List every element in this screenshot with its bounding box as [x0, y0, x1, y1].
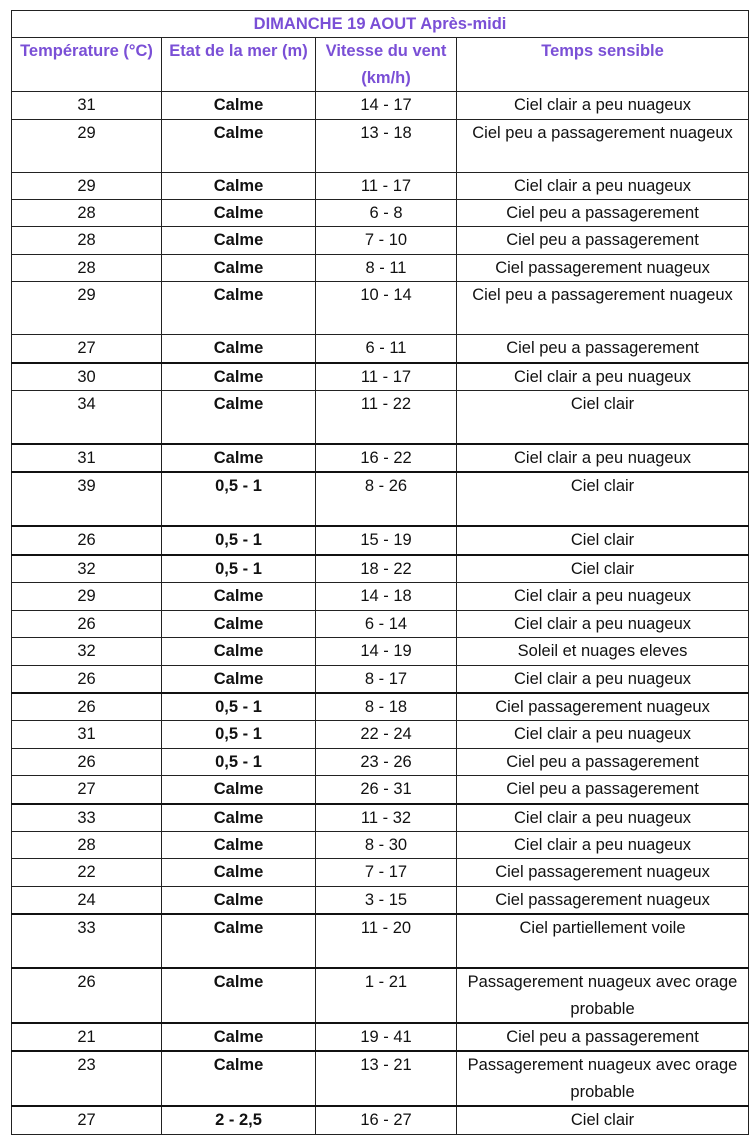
- cell-wind-speed: 6 - 14: [316, 610, 457, 637]
- table-row: [12, 721, 749, 748]
- cell-temperature: 26: [12, 968, 162, 1023]
- cell-temperature: 39: [12, 472, 162, 526]
- table-row: [12, 886, 749, 914]
- header-wind-speed: Vitesse du vent (km/h): [316, 38, 457, 92]
- cell-weather: Ciel clair a peu nuageux: [457, 172, 749, 199]
- header-sea-state: Etat de la mer (m): [162, 38, 316, 92]
- cell-weather: Ciel clair: [457, 391, 749, 445]
- cell-wind-speed: 11 - 32: [316, 804, 457, 832]
- header-temperature: Température (°C): [12, 38, 162, 92]
- table-row: [12, 92, 749, 119]
- cell-wind-speed: 10 - 14: [316, 282, 457, 335]
- cell-weather: Ciel peu a passagerement: [457, 335, 749, 363]
- cell-sea-state: Calme: [162, 859, 316, 886]
- table-row: [12, 583, 749, 610]
- cell-temperature: 28: [12, 254, 162, 281]
- cell-sea-state: Calme: [162, 119, 316, 172]
- cell-sea-state: Calme: [162, 254, 316, 281]
- cell-sea-state: Calme: [162, 665, 316, 693]
- cell-wind-speed: 11 - 17: [316, 172, 457, 199]
- table-row: [12, 968, 749, 1023]
- cell-weather: Ciel passagerement nuageux: [457, 254, 749, 281]
- cell-wind-speed: 11 - 17: [316, 363, 457, 391]
- cell-temperature: 24: [12, 886, 162, 914]
- cell-wind-speed: 14 - 19: [316, 638, 457, 665]
- table-row: [12, 555, 749, 583]
- table-row: [12, 254, 749, 281]
- cell-weather: Ciel clair: [457, 555, 749, 583]
- cell-temperature: 31: [12, 444, 162, 472]
- cell-sea-state: 0,5 - 1: [162, 526, 316, 554]
- cell-temperature: 30: [12, 363, 162, 391]
- table-row: [12, 119, 749, 172]
- table-row: [12, 638, 749, 665]
- cell-temperature: 32: [12, 638, 162, 665]
- cell-temperature: 31: [12, 721, 162, 748]
- table-row: [12, 335, 749, 363]
- cell-weather: Ciel peu a passagerement: [457, 776, 749, 804]
- cell-wind-speed: 7 - 17: [316, 859, 457, 886]
- cell-sea-state: Calme: [162, 776, 316, 804]
- table-row: [12, 444, 749, 472]
- cell-sea-state: Calme: [162, 831, 316, 858]
- cell-sea-state: 2 - 2,5: [162, 1106, 316, 1134]
- table-row: [12, 1051, 749, 1106]
- table-row: [12, 391, 749, 445]
- cell-weather: Ciel peu a passagerement: [457, 748, 749, 775]
- table-row: [12, 282, 749, 335]
- table-row: [12, 610, 749, 637]
- cell-weather: Ciel peu a passagerement: [457, 1023, 749, 1051]
- cell-temperature: 33: [12, 804, 162, 832]
- cell-temperature: 29: [12, 172, 162, 199]
- cell-sea-state: Calme: [162, 1023, 316, 1051]
- cell-sea-state: Calme: [162, 886, 316, 914]
- cell-weather: Ciel clair a peu nuageux: [457, 721, 749, 748]
- cell-sea-state: Calme: [162, 638, 316, 665]
- table-row: [12, 227, 749, 254]
- cell-temperature: 21: [12, 1023, 162, 1051]
- table-row: [12, 748, 749, 775]
- table-row: [12, 693, 749, 721]
- cell-weather: Ciel clair a peu nuageux: [457, 831, 749, 858]
- cell-sea-state: Calme: [162, 92, 316, 119]
- cell-temperature: 26: [12, 665, 162, 693]
- cell-weather: Ciel passagerement nuageux: [457, 859, 749, 886]
- cell-wind-speed: 13 - 18: [316, 119, 457, 172]
- cell-temperature: 28: [12, 227, 162, 254]
- cell-sea-state: Calme: [162, 391, 316, 445]
- cell-weather: Ciel clair a peu nuageux: [457, 92, 749, 119]
- cell-weather: Passagerement nuageux avec orage probable: [457, 1051, 749, 1106]
- table-row: [12, 831, 749, 858]
- cell-weather: Ciel clair: [457, 472, 749, 526]
- cell-sea-state: 0,5 - 1: [162, 748, 316, 775]
- cell-wind-speed: 8 - 30: [316, 831, 457, 858]
- cell-temperature: 27: [12, 335, 162, 363]
- cell-weather: Ciel clair a peu nuageux: [457, 610, 749, 637]
- cell-weather: Passagerement nuageux avec orage probable: [457, 968, 749, 1023]
- cell-temperature: 27: [12, 1106, 162, 1134]
- cell-wind-speed: 15 - 19: [316, 526, 457, 554]
- cell-weather: Ciel passagerement nuageux: [457, 693, 749, 721]
- cell-sea-state: Calme: [162, 363, 316, 391]
- cell-sea-state: Calme: [162, 968, 316, 1023]
- cell-sea-state: Calme: [162, 610, 316, 637]
- table-row: [12, 1106, 749, 1134]
- cell-temperature: 26: [12, 693, 162, 721]
- cell-wind-speed: 8 - 17: [316, 665, 457, 693]
- cell-sea-state: 0,5 - 1: [162, 693, 316, 721]
- cell-wind-speed: 3 - 15: [316, 886, 457, 914]
- cell-temperature: 28: [12, 831, 162, 858]
- cell-temperature: 29: [12, 119, 162, 172]
- cell-sea-state: Calme: [162, 172, 316, 199]
- cell-sea-state: 0,5 - 1: [162, 721, 316, 748]
- cell-weather: Soleil et nuages eleves: [457, 638, 749, 665]
- table-row: [12, 200, 749, 227]
- cell-sea-state: Calme: [162, 914, 316, 968]
- cell-sea-state: Calme: [162, 444, 316, 472]
- cell-temperature: 28: [12, 200, 162, 227]
- table-row: [12, 914, 749, 968]
- header-weather: Temps sensible: [457, 38, 749, 92]
- cell-weather: Ciel peu a passagerement: [457, 227, 749, 254]
- cell-sea-state: 0,5 - 1: [162, 555, 316, 583]
- cell-weather: Ciel peu a passagerement nuageux: [457, 282, 749, 335]
- table-row: [12, 1023, 749, 1051]
- table-row: [12, 172, 749, 199]
- cell-sea-state: Calme: [162, 227, 316, 254]
- cell-temperature: 33: [12, 914, 162, 968]
- cell-wind-speed: 6 - 11: [316, 335, 457, 363]
- cell-weather: Ciel clair a peu nuageux: [457, 583, 749, 610]
- cell-sea-state: Calme: [162, 804, 316, 832]
- cell-temperature: 31: [12, 92, 162, 119]
- table-title: DIMANCHE 19 AOUT Après-midi: [12, 11, 749, 38]
- cell-temperature: 23: [12, 1051, 162, 1106]
- cell-wind-speed: 11 - 22: [316, 391, 457, 445]
- cell-wind-speed: 14 - 17: [316, 92, 457, 119]
- cell-sea-state: Calme: [162, 282, 316, 335]
- cell-wind-speed: 19 - 41: [316, 1023, 457, 1051]
- cell-temperature: 26: [12, 748, 162, 775]
- cell-sea-state: Calme: [162, 1051, 316, 1106]
- cell-wind-speed: 7 - 10: [316, 227, 457, 254]
- cell-wind-speed: 18 - 22: [316, 555, 457, 583]
- cell-temperature: 34: [12, 391, 162, 445]
- table-row: [12, 776, 749, 804]
- cell-temperature: 26: [12, 526, 162, 554]
- cell-weather: Ciel passagerement nuageux: [457, 886, 749, 914]
- cell-wind-speed: 8 - 18: [316, 693, 457, 721]
- cell-wind-speed: 6 - 8: [316, 200, 457, 227]
- table-row: [12, 526, 749, 554]
- cell-sea-state: Calme: [162, 583, 316, 610]
- cell-weather: Ciel clair a peu nuageux: [457, 363, 749, 391]
- cell-weather: Ciel peu a passagerement nuageux: [457, 119, 749, 172]
- table-row: [12, 859, 749, 886]
- cell-weather: Ciel clair a peu nuageux: [457, 804, 749, 832]
- cell-wind-speed: 13 - 21: [316, 1051, 457, 1106]
- cell-sea-state: Calme: [162, 200, 316, 227]
- cell-temperature: 29: [12, 282, 162, 335]
- cell-weather: Ciel clair a peu nuageux: [457, 665, 749, 693]
- table-row: [12, 665, 749, 693]
- cell-sea-state: 0,5 - 1: [162, 472, 316, 526]
- cell-wind-speed: 14 - 18: [316, 583, 457, 610]
- forecast-table: [11, 10, 749, 1135]
- cell-weather: Ciel partiellement voile: [457, 914, 749, 968]
- cell-temperature: 27: [12, 776, 162, 804]
- cell-wind-speed: 8 - 11: [316, 254, 457, 281]
- cell-wind-speed: 16 - 27: [316, 1106, 457, 1134]
- cell-temperature: 26: [12, 610, 162, 637]
- cell-temperature: 22: [12, 859, 162, 886]
- cell-weather: Ciel clair a peu nuageux: [457, 444, 749, 472]
- cell-weather: Ciel clair: [457, 1106, 749, 1134]
- cell-wind-speed: 26 - 31: [316, 776, 457, 804]
- table-row: [12, 363, 749, 391]
- cell-wind-speed: 22 - 24: [316, 721, 457, 748]
- cell-wind-speed: 1 - 21: [316, 968, 457, 1023]
- cell-sea-state: Calme: [162, 335, 316, 363]
- cell-wind-speed: 23 - 26: [316, 748, 457, 775]
- table-row: [12, 804, 749, 832]
- cell-wind-speed: 11 - 20: [316, 914, 457, 968]
- cell-weather: Ciel peu a passagerement: [457, 200, 749, 227]
- table-row: [12, 472, 749, 526]
- cell-wind-speed: 16 - 22: [316, 444, 457, 472]
- cell-temperature: 29: [12, 583, 162, 610]
- cell-weather: Ciel clair: [457, 526, 749, 554]
- cell-wind-speed: 8 - 26: [316, 472, 457, 526]
- cell-temperature: 32: [12, 555, 162, 583]
